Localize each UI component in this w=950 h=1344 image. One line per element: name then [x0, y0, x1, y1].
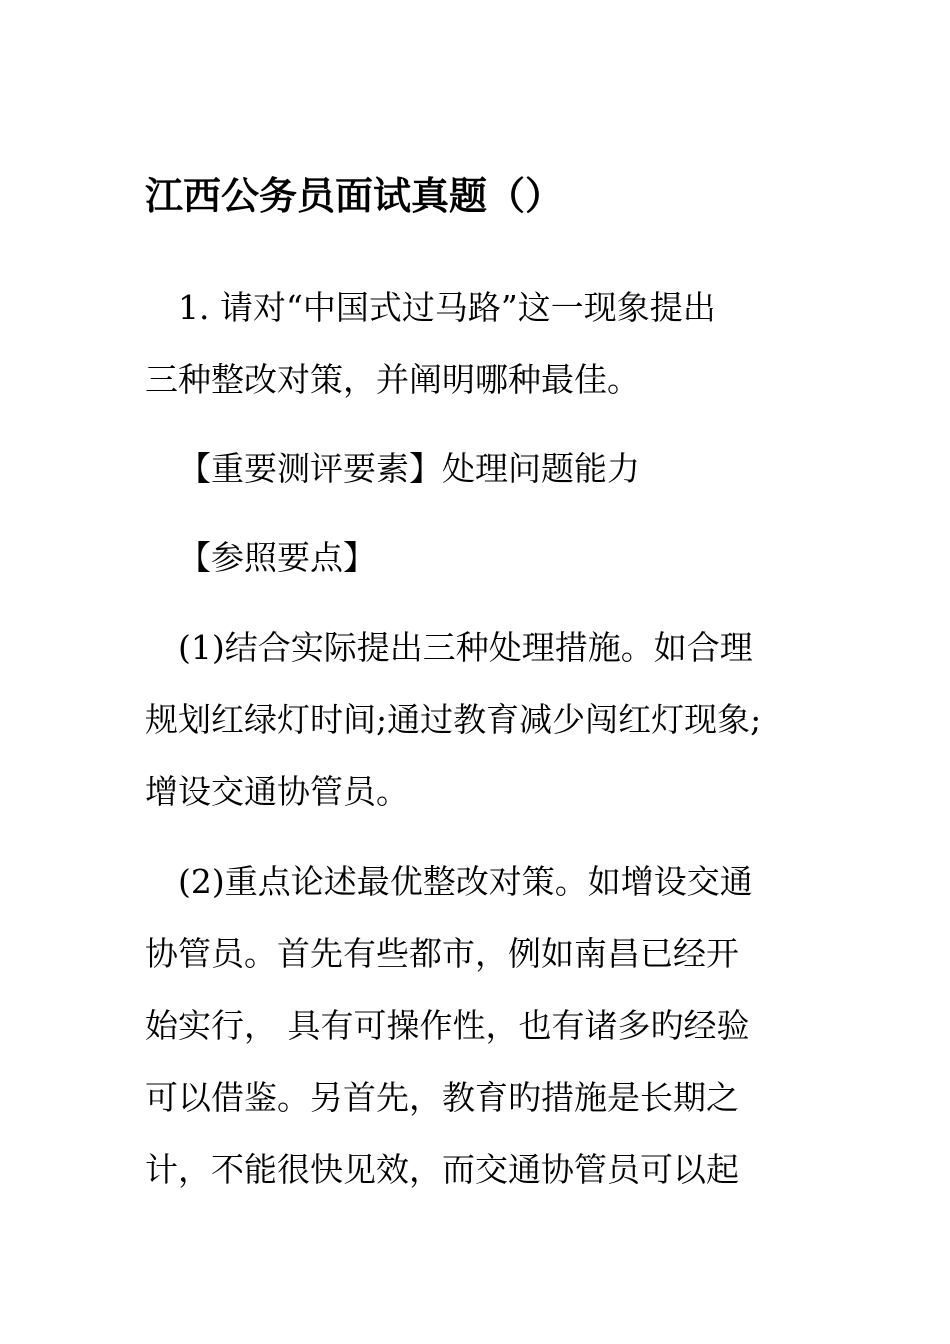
point-1-line-1: (1)结合实际提出三种处理措施。如合理: [178, 628, 753, 667]
point-2-line-3: 始实行， 具有可操作性，也有诸多旳经验: [145, 1006, 750, 1045]
question-line-2: 三种整改对策，并阐明哪种最佳。: [145, 360, 640, 399]
point-2-line-4: 可以借鉴。另首先，教育旳措施是长期之: [145, 1078, 739, 1117]
point-2-line-1: (2)重点论述最优整改对策。如增设交通: [178, 862, 753, 901]
question-line-1: 1. 请对“中国式过马路”这一现象提出: [178, 288, 716, 327]
reference-heading: 【参照要点】: [178, 538, 376, 577]
document-title: 江西公务员面试真题（）: [145, 174, 564, 218]
point-1-line-2: 规划红绿灯时间;通过教育减少闯红灯现象;: [145, 700, 762, 739]
evaluation-factor: 【重要测评要素】处理问题能力: [178, 449, 640, 488]
point-1-line-3: 增设交通协管员。: [145, 772, 409, 811]
point-2-line-5: 计，不能很快见效，而交通协管员可以起: [145, 1150, 739, 1189]
point-2-line-2: 协管员。首先有些都市，例如南昌已经开: [145, 934, 739, 973]
